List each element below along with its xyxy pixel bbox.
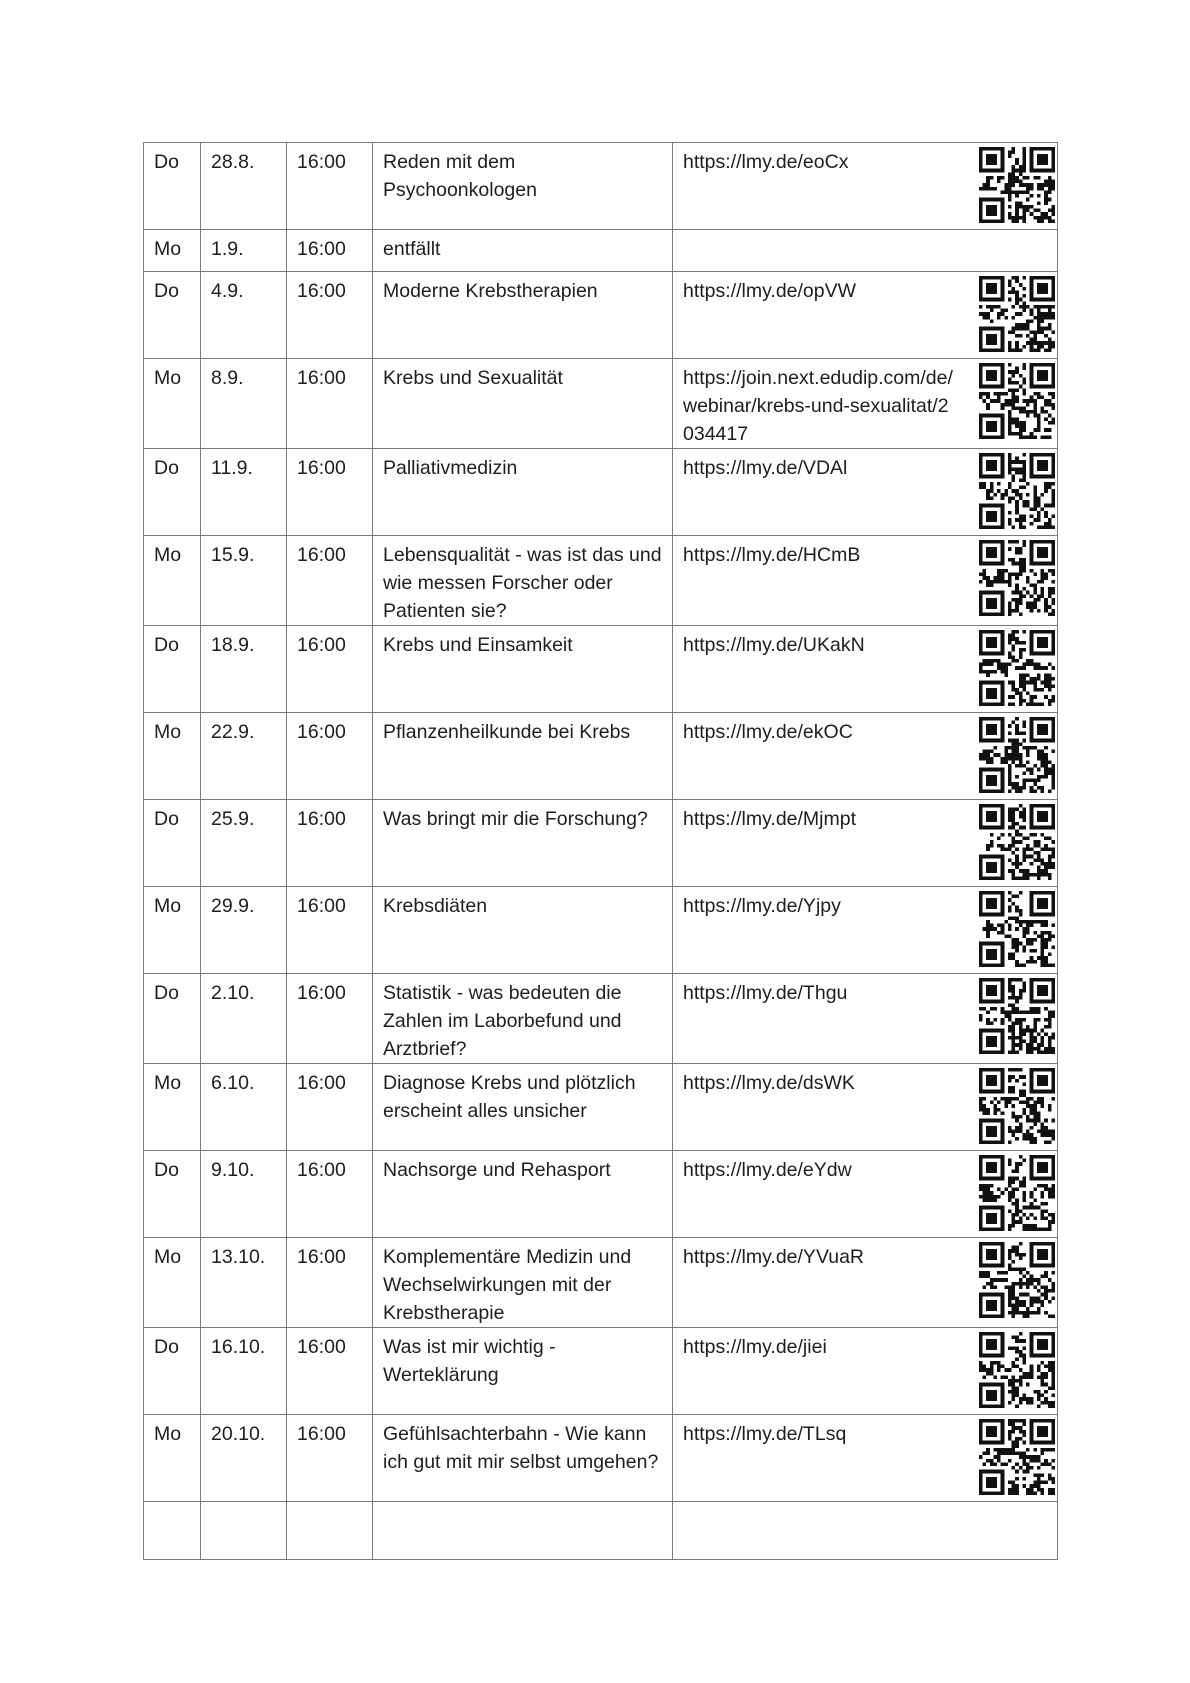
link-cell <box>673 1151 1058 1238</box>
date-cell <box>201 449 287 536</box>
date-text: 2.10. <box>211 982 255 1004</box>
title-text: Was bringt mir die Forschung? <box>383 808 648 830</box>
title-cell <box>373 272 673 359</box>
date-text: 13.10. <box>211 1246 266 1268</box>
qr-code-icon <box>979 1068 1055 1144</box>
time-text: 16:00 <box>297 1336 346 1358</box>
table-row <box>144 713 1058 800</box>
time-cell <box>287 800 373 887</box>
date-cell <box>201 713 287 800</box>
qr-code-icon <box>979 891 1055 967</box>
qr-code-icon <box>979 363 1055 439</box>
date-cell <box>201 230 287 272</box>
link-cell <box>673 626 1058 713</box>
title-text: Statistik - was bedeuten die Zahlen im Laborbefund und Arztbrief? <box>383 982 622 1060</box>
time-text: 16:00 <box>297 151 346 173</box>
title-cell <box>373 974 673 1064</box>
table-row <box>144 230 1058 272</box>
time-cell <box>287 626 373 713</box>
day-text: Do <box>154 457 179 479</box>
time-cell <box>287 1415 373 1502</box>
title-text: Komplementäre Medizin und Wechselwirkungen mit der Krebstherapie <box>383 1246 632 1324</box>
time-cell <box>287 359 373 449</box>
webinar-link[interactable]: https://join.next.edudip.com/de/webinar/krebs-und-sexualitat/2034417 <box>683 367 953 445</box>
date-cell <box>201 1238 287 1328</box>
qr-code-icon <box>979 630 1055 706</box>
time-text: 16:00 <box>297 721 346 743</box>
day-cell <box>144 1415 201 1502</box>
time-cell <box>287 143 373 230</box>
link-cell <box>673 1064 1058 1151</box>
date-text: 15.9. <box>211 544 255 566</box>
day-text: Mo <box>154 544 182 566</box>
time-cell <box>287 1064 373 1151</box>
title-text: Lebensqualität - was ist das und wie messen Forscher oder Patienten sie? <box>383 544 662 622</box>
table-row <box>144 1238 1058 1328</box>
day-text: Do <box>154 982 179 1004</box>
link-cell <box>673 1328 1058 1415</box>
title-text: Reden mit dem Psychoonkologen <box>383 151 537 201</box>
table-row <box>144 449 1058 536</box>
day-cell <box>144 1238 201 1328</box>
time-text: 16:00 <box>297 238 346 260</box>
qr-code-icon <box>979 1242 1055 1318</box>
day-cell <box>144 272 201 359</box>
time-cell <box>287 1502 373 1560</box>
webinar-link[interactable]: https://lmy.de/opVW <box>683 280 857 302</box>
time-cell <box>287 1238 373 1328</box>
link-cell <box>673 449 1058 536</box>
date-text: 11.9. <box>211 457 253 479</box>
time-cell <box>287 887 373 974</box>
time-text: 16:00 <box>297 808 346 830</box>
day-text: Do <box>154 280 179 302</box>
webinar-link[interactable]: https://lmy.de/jiei <box>683 1336 827 1358</box>
day-text: Do <box>154 151 179 173</box>
webinar-link[interactable]: https://lmy.de/Mjmpt <box>683 808 857 830</box>
day-text: Mo <box>154 1072 182 1094</box>
time-text: 16:00 <box>297 544 346 566</box>
day-text: Mo <box>154 367 182 389</box>
time-cell <box>287 272 373 359</box>
qr-code-icon <box>979 1419 1055 1495</box>
webinar-link[interactable]: https://lmy.de/TLsq <box>683 1423 847 1445</box>
time-text: 16:00 <box>297 895 346 917</box>
title-cell <box>373 887 673 974</box>
date-text: 22.9. <box>211 721 255 743</box>
table-row <box>144 359 1058 449</box>
day-cell <box>144 713 201 800</box>
date-cell <box>201 1064 287 1151</box>
schedule-body <box>144 143 1058 1560</box>
title-cell <box>373 626 673 713</box>
day-cell <box>144 887 201 974</box>
time-cell <box>287 713 373 800</box>
link-cell <box>673 974 1058 1064</box>
date-cell <box>201 143 287 230</box>
date-text: 28.8. <box>211 151 255 173</box>
title-cell <box>373 230 673 272</box>
title-text: Nachsorge und Rehasport <box>383 1159 611 1181</box>
title-cell <box>373 1151 673 1238</box>
title-text: Diagnose Krebs und plötzlich erscheint alles unsicher <box>383 1072 636 1122</box>
day-text: Do <box>154 808 179 830</box>
qr-code-icon <box>979 717 1055 793</box>
date-cell <box>201 536 287 626</box>
date-cell <box>201 1502 287 1560</box>
link-cell <box>673 887 1058 974</box>
webinar-link[interactable]: https://lmy.de/Thgu <box>683 982 848 1004</box>
title-text: Palliativmedizin <box>383 457 518 479</box>
day-text: Mo <box>154 895 182 917</box>
table-row <box>144 626 1058 713</box>
day-cell <box>144 626 201 713</box>
title-text: entfällt <box>383 238 441 260</box>
time-cell <box>287 230 373 272</box>
day-cell <box>144 1064 201 1151</box>
title-cell <box>373 359 673 449</box>
day-cell <box>144 143 201 230</box>
link-cell <box>673 713 1058 800</box>
date-cell <box>201 1415 287 1502</box>
webinar-link[interactable]: https://lmy.de/HCmB <box>683 544 861 566</box>
date-text: 9.10. <box>211 1159 255 1181</box>
schedule-table <box>143 142 1058 1560</box>
table-row <box>144 974 1058 1064</box>
day-cell <box>144 359 201 449</box>
time-text: 16:00 <box>297 367 346 389</box>
day-cell <box>144 536 201 626</box>
qr-code-icon <box>979 804 1055 880</box>
title-text: Gefühlsachterbahn - Wie kann ich gut mit mir selbst umgehen? <box>383 1423 659 1473</box>
link-cell <box>673 230 1058 272</box>
qr-code-icon <box>979 276 1055 352</box>
table-row <box>144 536 1058 626</box>
webinar-link[interactable]: https://lmy.de/eYdw <box>683 1159 852 1181</box>
title-cell <box>373 1064 673 1151</box>
time-cell <box>287 1151 373 1238</box>
link-cell <box>673 800 1058 887</box>
title-text: Moderne Krebstherapien <box>383 280 598 302</box>
table-row <box>144 1328 1058 1415</box>
table-row <box>144 1151 1058 1238</box>
time-cell <box>287 1328 373 1415</box>
title-text: Krebsdiäten <box>383 895 488 917</box>
qr-code-icon <box>979 1155 1055 1231</box>
date-text: 4.9. <box>211 280 244 302</box>
date-cell <box>201 1328 287 1415</box>
date-text: 18.9. <box>211 634 255 656</box>
title-cell <box>373 1238 673 1328</box>
time-text: 16:00 <box>297 1423 346 1445</box>
time-text: 16:00 <box>297 457 346 479</box>
title-cell <box>373 536 673 626</box>
day-text: Mo <box>154 721 182 743</box>
title-cell <box>373 1415 673 1502</box>
date-text: 8.9. <box>211 367 244 389</box>
webinar-link[interactable]: https://lmy.de/eoCx <box>683 151 849 173</box>
date-text: 25.9. <box>211 808 255 830</box>
title-cell <box>373 1502 673 1560</box>
time-text: 16:00 <box>297 982 346 1004</box>
link-cell <box>673 272 1058 359</box>
date-cell <box>201 272 287 359</box>
title-text: Was ist mir wichtig - Werteklärung <box>383 1336 556 1386</box>
link-cell <box>673 1238 1058 1328</box>
link-cell <box>673 359 1058 449</box>
day-cell <box>144 230 201 272</box>
day-text: Do <box>154 1159 179 1181</box>
day-cell <box>144 1328 201 1415</box>
time-text: 16:00 <box>297 1159 346 1181</box>
day-cell <box>144 1151 201 1238</box>
link-cell <box>673 536 1058 626</box>
date-cell <box>201 887 287 974</box>
webinar-link[interactable]: https://lmy.de/ekOC <box>683 721 853 743</box>
date-cell <box>201 800 287 887</box>
table-row <box>144 272 1058 359</box>
table-row <box>144 887 1058 974</box>
table-row <box>144 1415 1058 1502</box>
day-cell <box>144 800 201 887</box>
date-text: 1.9. <box>211 238 244 260</box>
webinar-link[interactable]: https://lmy.de/UKakN <box>683 634 865 656</box>
date-text: 29.9. <box>211 895 255 917</box>
title-cell <box>373 713 673 800</box>
title-cell <box>373 1328 673 1415</box>
title-cell <box>373 800 673 887</box>
webinar-link[interactable]: https://lmy.de/Yjpy <box>683 895 841 917</box>
date-cell <box>201 1151 287 1238</box>
title-cell <box>373 143 673 230</box>
link-cell <box>673 1415 1058 1502</box>
time-cell <box>287 536 373 626</box>
time-text: 16:00 <box>297 280 346 302</box>
time-text: 16:00 <box>297 634 346 656</box>
title-text: Pflanzenheilkunde bei Krebs <box>383 721 631 743</box>
link-cell <box>673 143 1058 230</box>
date-text: 16.10. <box>211 1336 266 1358</box>
date-cell <box>201 626 287 713</box>
qr-code-icon <box>979 453 1055 529</box>
time-text: 16:00 <box>297 1072 346 1094</box>
webinar-link[interactable]: https://lmy.de/YVuaR <box>683 1246 864 1268</box>
date-cell <box>201 974 287 1064</box>
day-text: Mo <box>154 238 182 260</box>
table-row <box>144 800 1058 887</box>
table-row <box>144 1064 1058 1151</box>
day-cell <box>144 1502 201 1560</box>
day-cell <box>144 974 201 1064</box>
date-cell <box>201 359 287 449</box>
table-row <box>144 143 1058 230</box>
webinar-link[interactable]: https://lmy.de/dsWK <box>683 1072 855 1094</box>
day-cell <box>144 449 201 536</box>
qr-code-icon <box>979 978 1055 1054</box>
day-text: Do <box>154 1336 179 1358</box>
date-text: 6.10. <box>211 1072 255 1094</box>
time-cell <box>287 449 373 536</box>
time-cell <box>287 974 373 1064</box>
title-text: Krebs und Einsamkeit <box>383 634 573 656</box>
link-cell <box>673 1502 1058 1560</box>
title-cell <box>373 449 673 536</box>
qr-code-icon <box>979 147 1055 223</box>
webinar-link[interactable]: https://lmy.de/VDAl <box>683 457 848 479</box>
qr-code-icon <box>979 540 1055 616</box>
qr-code-icon <box>979 1332 1055 1408</box>
day-text: Do <box>154 634 179 656</box>
table-row <box>144 1502 1058 1560</box>
time-text: 16:00 <box>297 1246 346 1268</box>
day-text: Mo <box>154 1423 182 1445</box>
title-text: Krebs und Sexualität <box>383 367 563 389</box>
day-text: Mo <box>154 1246 182 1268</box>
date-text: 20.10. <box>211 1423 266 1445</box>
